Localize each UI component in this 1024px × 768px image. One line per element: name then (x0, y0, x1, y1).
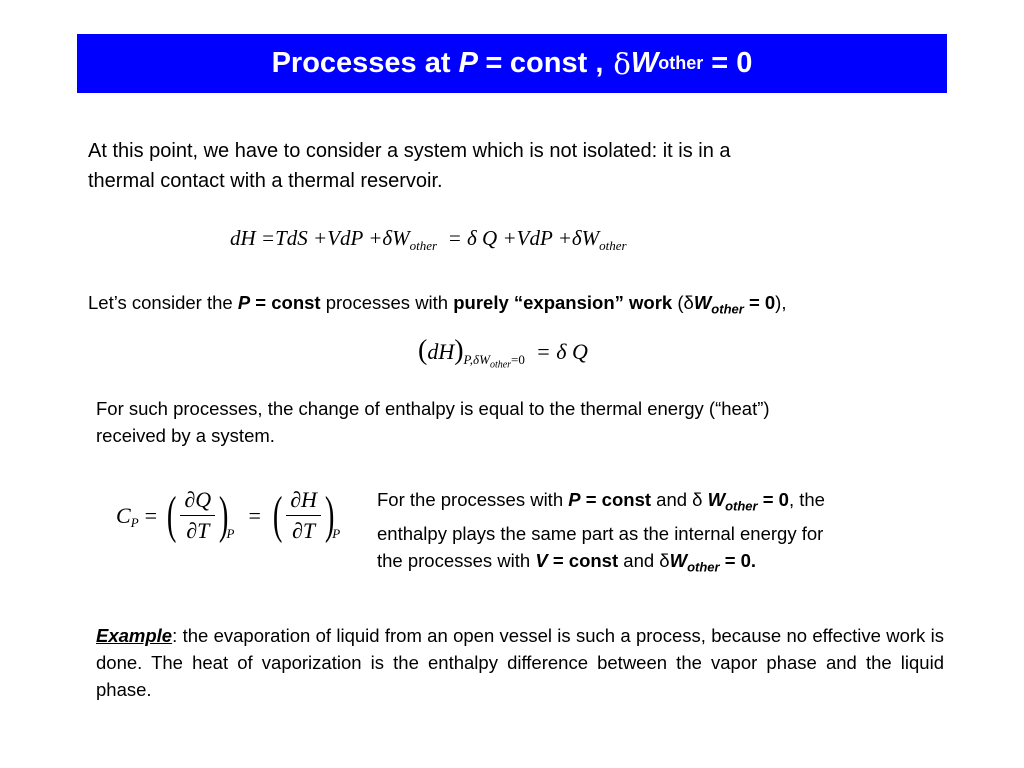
p4-const: = const (585, 489, 652, 510)
example-text: : the evaporation of liquid from an open vessel is such a process, because no effective work is done. The heat of vaporization is the enthalpy difference between the vapor phase and the liquid phase. (96, 625, 944, 700)
title-end: = 0 (711, 47, 753, 79)
p4-a: For the processes with (377, 489, 564, 510)
p4-p: P (568, 489, 581, 510)
eq1-sub1: other (409, 238, 438, 254)
eq1-term2: +VdP (313, 226, 363, 250)
eq3-c: C (116, 502, 131, 528)
cp-equation: C $_P$ = ( $\frac{\partial Q}{\partial T}$ ) P = ( $\frac{\partial H}{\partial T}$ ) P (116, 487, 341, 544)
p4-e: , the (788, 489, 825, 510)
internal-energy-paragraph (377, 486, 942, 580)
eq3-num1: ∂Q (180, 487, 215, 516)
eq3-sub1: P (226, 525, 235, 541)
p2-w: W (693, 292, 712, 313)
p2-p: P (237, 292, 251, 313)
eq3-den2: ∂T (292, 518, 316, 543)
eq1-term5: +VdP (502, 226, 553, 250)
eq1-term4: = δ Q (447, 226, 498, 250)
p3-line-1: For such processes, the change of enthalpy is equal to the thermal energy (“heat”) (96, 398, 770, 419)
dh-equation (418, 335, 588, 371)
expansion-paragraph (88, 289, 786, 323)
eq3-c-sub: P (130, 514, 139, 530)
title-w-sub: other (658, 53, 704, 73)
eq2-close: ) (454, 335, 464, 366)
p2-text-a: Let’s consider the (88, 292, 233, 313)
eq3-eq2: = (248, 502, 261, 528)
eq3-sub2: P (332, 525, 341, 541)
p4-zero: = 0 (762, 489, 789, 510)
eq1-term6: +δW (557, 226, 600, 250)
p4-i: = 0. (724, 549, 757, 571)
eq2-subsub: other (489, 359, 512, 371)
enthalpy-paragraph (96, 395, 956, 449)
title-text-2: const , (509, 47, 604, 79)
intro-line-1: At this point, we have to consider a system which is not isolated: it is in a (88, 140, 731, 162)
p2-delta: (δ (677, 292, 694, 313)
eq3-den1: ∂T (186, 518, 210, 543)
p4-f: the processes with (377, 549, 531, 571)
p4-v: V (535, 549, 548, 571)
intro-line-2: thermal contact with a thermal reservoir. (88, 170, 443, 192)
p2-text-c: processes with (325, 292, 449, 313)
example-paragraph (96, 622, 944, 703)
enthalpy-equation (230, 226, 627, 254)
slide-title (77, 34, 947, 93)
eq2-sub-end: =0 (511, 352, 525, 368)
eq1-term1: =TdS (260, 226, 308, 250)
eq2-rhs: = δ Q (535, 339, 588, 364)
intro-paragraph (88, 136, 948, 196)
p2-expansion: purely “expansion” work (453, 292, 673, 313)
p4-h: and δ (623, 549, 670, 571)
title-w: W (630, 47, 659, 79)
p2-const: = const (255, 292, 321, 313)
eq3-num2: ∂H (286, 487, 321, 516)
eq2-dh: dH (427, 339, 455, 364)
eq3-eq1: = (144, 502, 158, 528)
p2-w-sub: other (711, 301, 744, 317)
example-label: Example (96, 625, 173, 646)
eq3-frac1 (180, 487, 215, 544)
p4-c: and δ (656, 489, 703, 510)
title-p: P = (458, 47, 502, 79)
p4-w2: W (669, 549, 688, 571)
p4-line-2: enthalpy plays the same part as the internal energy for (377, 522, 824, 544)
p4-w: W (707, 489, 726, 510)
p2-zero: = 0 (748, 292, 776, 313)
eq1-sub2: other (599, 238, 627, 254)
eq3-frac2 (286, 487, 321, 544)
p4-w-sub: other (725, 498, 758, 514)
eq1-term3: +δW (368, 226, 410, 250)
eq2-sub: P,δW (463, 352, 490, 368)
eq1-lhs: dH (230, 226, 256, 250)
eq2-open: ( (418, 335, 428, 366)
p3-line-2: received by a system. (96, 425, 275, 446)
p4-v-const: = const (552, 549, 619, 571)
p2-end: ), (775, 292, 787, 313)
p4-w2-sub: other (687, 559, 720, 575)
title-text-1: Processes at (271, 47, 451, 79)
title-delta: δ (613, 46, 631, 81)
